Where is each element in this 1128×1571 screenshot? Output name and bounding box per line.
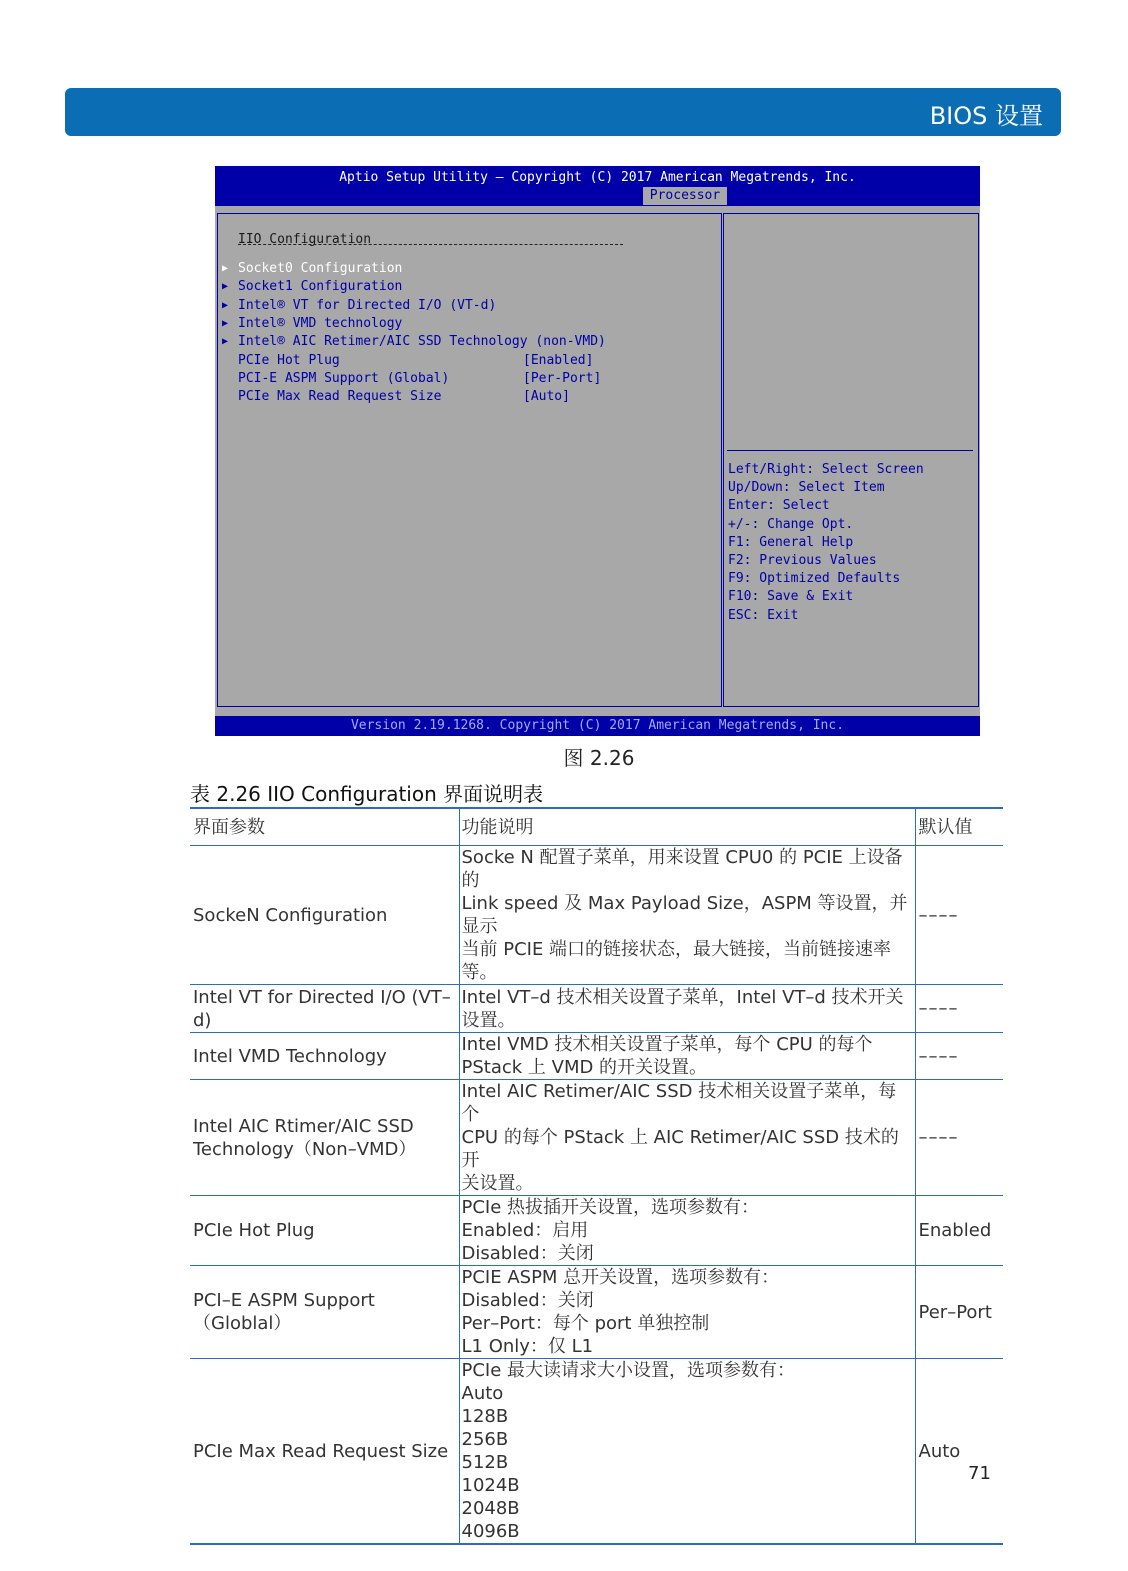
bios-menu-item[interactable]	[218, 278, 718, 296]
help-item: F1: General Help	[728, 534, 854, 550]
header-param: 界面参数	[190, 808, 459, 846]
desc-cell: Socke N 配置子菜单，用来设置 CPU0 的 PCIE 上设备的 Link speed 及 Max Payload Size，ASPM 等设置，并显示 当前 PCIE 端口的链接状态，最大链接，当前链接速率等。	[459, 846, 915, 985]
desc-cell: Intel VMD 技术相关设置子菜单，每个 CPU 的每个 PStack 上 VMD 的开关设置。	[459, 1033, 915, 1080]
table-header-row	[190, 808, 1003, 846]
param-cell: SockeN Configuration	[190, 846, 459, 985]
param-cell: PCIe Max Read Request Size	[190, 1359, 459, 1545]
header-desc: 功能说明	[459, 808, 915, 846]
bios-item-label: Socket1 Configuration	[238, 279, 403, 295]
submenu-arrow-icon: ▶	[222, 263, 229, 274]
desc-cell: Intel VT–d 技术相关设置子菜单，Intel VT–d 技术开关 设置。	[459, 985, 915, 1033]
page-number: 71	[968, 1463, 991, 1484]
bios-help-panel	[723, 213, 979, 707]
default-cell: Per–Port	[915, 1266, 1003, 1359]
bios-item-label: PCI-E ASPM Support (Global)	[238, 370, 450, 386]
table-row	[190, 985, 1003, 1033]
bios-menu-item[interactable]	[218, 315, 718, 333]
bios-body	[215, 206, 980, 716]
table-row	[190, 1080, 1003, 1196]
default-cell: Enabled	[915, 1196, 1003, 1266]
header-bar	[65, 88, 1061, 136]
bios-title: Aptio Setup Utility – Copyright (C) 2017 American Megatrends, Inc.	[339, 170, 856, 185]
bios-menu-item[interactable]	[218, 388, 718, 406]
param-cell: PCI–E ASPM Support（Globlal）	[190, 1266, 459, 1359]
bios-menu-item[interactable]	[218, 352, 718, 370]
param-cell: PCIe Hot Plug	[190, 1196, 459, 1266]
tab-processor[interactable]: Processor	[643, 187, 727, 205]
section-divider	[238, 244, 623, 245]
bios-item-value[interactable]: [Auto]	[523, 389, 570, 405]
bios-screenshot	[215, 166, 980, 736]
bios-item-label: PCIe Hot Plug	[238, 352, 340, 368]
figure-caption: 图 2.26	[563, 746, 635, 770]
desc-cell: Intel AIC Retimer/AIC SSD 技术相关设置子菜单，每个 CPU 的每个 PStack 上 AIC Retimer/AIC SSD 技术的开 关设置。	[459, 1080, 915, 1196]
help-divider	[727, 450, 973, 451]
default-cell: ––––	[915, 985, 1003, 1033]
help-item: Left/Right: Select Screen	[728, 462, 924, 477]
bios-menu-item[interactable]	[218, 333, 718, 351]
submenu-arrow-icon: ▶	[222, 299, 229, 311]
default-cell: ––––	[915, 1033, 1003, 1080]
table-row	[190, 1266, 1003, 1359]
bios-item-value[interactable]: [Per-Port]	[523, 370, 602, 386]
param-cell: Intel VT for Directed I/O (VT–d)	[190, 985, 459, 1033]
help-item: F9: Optimized Defaults	[728, 571, 901, 587]
help-item: Enter: Select	[728, 498, 830, 514]
table-row	[190, 1359, 1003, 1545]
default-cell: ––––	[915, 846, 1003, 985]
bios-menu-item[interactable]	[218, 370, 718, 388]
desc-cell: PCIe 热拔插开关设置，选项参数有： Enabled：启用 Disabled：关闭	[459, 1196, 915, 1266]
submenu-arrow-icon: ▶	[222, 281, 229, 293]
help-item: +/-: Change Opt.	[728, 516, 854, 532]
bios-item-label: Intel® VMD technology	[238, 315, 403, 331]
submenu-arrow-icon: ▶	[222, 317, 229, 329]
param-cell: Intel AIC Rtimer/AIC SSD Technology（Non–VMD）	[190, 1080, 459, 1196]
bios-menu-panel	[217, 213, 722, 707]
bios-menu-item[interactable]	[218, 260, 718, 278]
table-row	[190, 1033, 1003, 1080]
table-caption: 表 2.26 IIO Configuration 界面说明表	[190, 782, 544, 806]
bios-item-value[interactable]: [Enabled]	[523, 352, 594, 368]
table-row	[190, 1196, 1003, 1266]
page-header-title: BIOS 设置	[929, 102, 1043, 130]
help-item: F10: Save & Exit	[728, 589, 854, 605]
bios-item-label: Socket0 Configuration	[238, 261, 403, 276]
submenu-arrow-icon: ▶	[222, 336, 229, 348]
bios-item-label: Intel® AIC Retimer/AIC SSD Technology (non-VMD)	[238, 334, 606, 350]
help-item: ESC: Exit	[728, 607, 799, 623]
config-table	[190, 807, 1003, 1545]
desc-cell: PCIE ASPM 总开关设置，选项参数有： Disabled：关闭 Per–Port：每个 port 单独控制 L1 Only：仅 L1	[459, 1266, 915, 1359]
bios-menu-item[interactable]	[218, 297, 718, 315]
desc-cell: PCIe 最大读请求大小设置，选项参数有： Auto 128B 256B 512B 1024B 2048B 4096B	[459, 1359, 915, 1545]
bios-footer: Version 2.19.1268. Copyright (C) 2017 American Megatrends, Inc.	[350, 718, 845, 733]
default-cell: ––––	[915, 1080, 1003, 1196]
help-item: Up/Down: Select Item	[728, 480, 885, 496]
section-title: IIO Configuration	[238, 232, 372, 247]
header-default: 默认值	[915, 808, 1003, 846]
bios-item-label: Intel® VT for Directed I/O (VT-d)	[238, 297, 497, 313]
help-item: F2: Previous Values	[728, 553, 877, 568]
bios-item-label: PCIe Max Read Request Size	[238, 389, 442, 405]
default-cell: Auto	[915, 1359, 1003, 1545]
table-row	[190, 846, 1003, 985]
param-cell: Intel VMD Technology	[190, 1033, 459, 1080]
